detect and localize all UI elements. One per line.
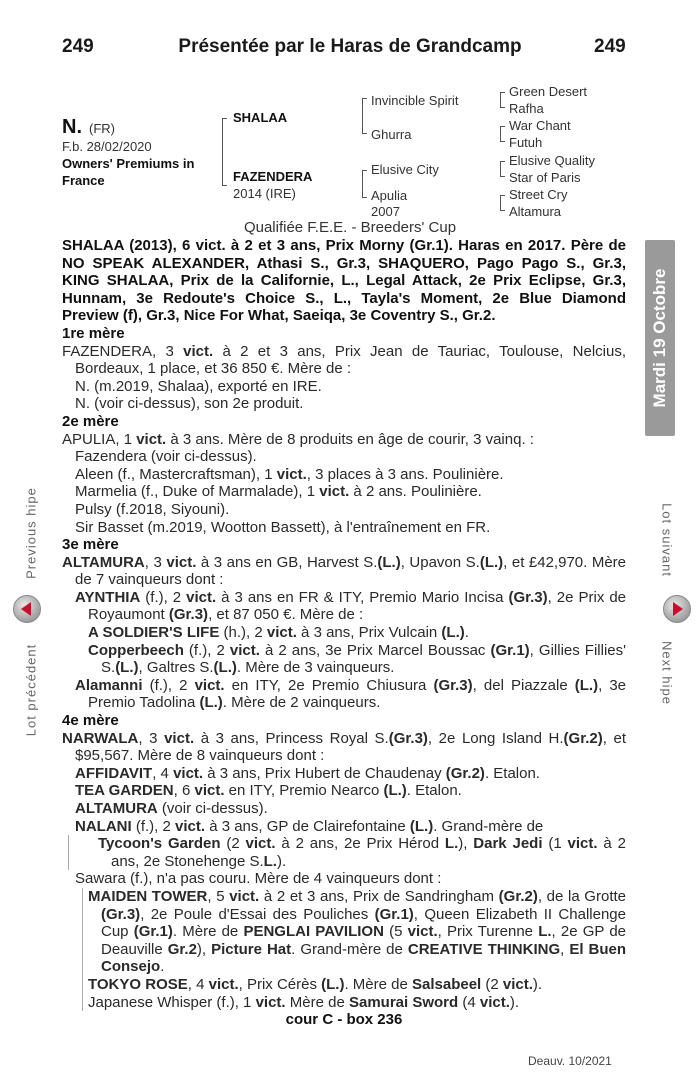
dam-info: 2014 (IRE) bbox=[233, 186, 296, 201]
pedigree-bracket bbox=[500, 195, 505, 211]
previous-arrow-icon[interactable] bbox=[13, 595, 41, 623]
page-title: Présentée par le Haras de Grandcamp bbox=[178, 36, 522, 57]
lot-number-right: 249 bbox=[594, 36, 626, 57]
horse-name: N. bbox=[62, 116, 82, 138]
offspring-line: Sir Basset (m.2019, Wootton Bassett), à l'entraînement en FR. bbox=[75, 518, 491, 536]
sire-sire: Invincible Spirit bbox=[371, 93, 459, 108]
dam-name: FAZENDERA bbox=[233, 169, 313, 184]
offspring-line: AYNTHIA (f.), 2 vict. à 3 ans en FR & ITY, Premio Mario Incisa (Gr.3), 2e Prix de Royaumont (Gr.3), et 87 050 €. Mère de : bbox=[75, 588, 627, 624]
offspring-line: AFFIDAVIT, 4 vict. à 3 ans, Prix Hubert de Chaudenay (Gr.2). Etalon. bbox=[75, 764, 540, 782]
section-third-dam: 3e mère bbox=[62, 536, 119, 554]
sire-name: SHALAA bbox=[233, 110, 288, 125]
descendants-group bbox=[68, 835, 626, 870]
offspring-line: Sawara (f.), n'a pas couru. Mère de 4 vainqueurs dont : bbox=[75, 870, 442, 888]
section-first-dam: 1re mère bbox=[62, 324, 125, 342]
offspring-line: Tycoon's Garden (2 vict. à 2 ans, 2e Prix Hérod L.), Dark Jedi (1 vict. à 2 ans, 2e Stonehenge S.L.). bbox=[98, 835, 626, 870]
offspring-line: TEA GARDEN, 6 vict. en ITY, Premio Nearco (L.). Etalon. bbox=[75, 782, 462, 800]
offspring-line: Japanese Whisper (f.), 1 vict. Mère de Samurai Sword (4 vict.). bbox=[88, 993, 520, 1011]
sire-dam: Ghurra bbox=[371, 127, 412, 142]
lot-number-left: 249 bbox=[62, 36, 94, 57]
grandparent: Street Cry bbox=[509, 187, 568, 202]
offspring-line: A SOLDIER'S LIFE (h.), 2 vict. à 3 ans, Prix Vulcain (L.). bbox=[88, 624, 469, 642]
offspring-line: Pulsy (f.2018, Siyouni). bbox=[75, 500, 230, 518]
owners-premiums-country: France bbox=[62, 173, 105, 188]
offspring-line: N. (voir ci-dessus), son 2e produit. bbox=[75, 395, 304, 413]
offspring-line: ALTAMURA (voir ci-dessus). bbox=[75, 800, 268, 817]
pedigree-bracket bbox=[362, 170, 367, 198]
dam-dam: Apulia bbox=[371, 188, 408, 203]
pedigree-bracket bbox=[500, 126, 505, 142]
offspring-line: Fazendera (voir ci-dessus). bbox=[75, 448, 257, 466]
first-dam-entry: FAZENDERA, 3 vict. à 2 et 3 ans, Prix Jean de Tauriac, Toulouse, Nelcius, Bordeaux, 1 place, et 36 850 €. Mère de : bbox=[62, 342, 626, 378]
offspring-line: Alamanni (f.), 2 vict. en ITY, 2e Premio Chiusura (Gr.3), del Piazzale (L.), 3e Premio Tadolina (L.). Mère de 2 vainqueurs. bbox=[75, 676, 626, 712]
pedigree-notes bbox=[62, 237, 626, 1029]
date-tab-label: Mardi 19 Octobre bbox=[650, 268, 669, 408]
next-lot-label[interactable]: Lot suivant bbox=[659, 503, 675, 577]
dam-dam-year: 2007 bbox=[371, 204, 400, 219]
fourth-dam-entry: NARWALA, 3 vict. à 3 ans, Princess Royal S.(Gr.3), 2e Long Island H.(Gr.2), et $95,567. Mère de 8 vainqueurs dont : bbox=[62, 729, 626, 765]
sire-paragraph: SHALAA (2013), 6 vict. à 2 et 3 ans, Prix Morny (Gr.1). Haras en 2017. Père de NO SPEAK ALEXANDER, Athasi S., Gr.3, SHAQUERO, Pago Pago S., Gr.3, KING SHALAA, Prix de la Californie, L., Legal Attack, 2e Prix Eclipse, Gr.3, Hunnam, 3e Redoute's Choice S., L., Tayla's Moment, 2e Blue Diamond Preview (f), Gr.3, Nice For What, Saeiqa, 3e Coventry S., Gr.2. bbox=[62, 237, 626, 325]
offspring-line: N. (m.2019, Shalaa), exporté en IRE. bbox=[75, 377, 322, 395]
pedigree-bracket bbox=[500, 92, 505, 108]
pedigree-bracket bbox=[362, 98, 367, 134]
next-arrow-icon[interactable] bbox=[663, 595, 691, 623]
section-second-dam: 2e mère bbox=[62, 412, 119, 430]
grandparent: Altamura bbox=[509, 204, 562, 219]
offspring-line: Aleen (f., Mastercraftsman), 1 vict., 3 places à 3 ans. Poulinière. bbox=[75, 465, 504, 483]
horse-birth: F.b. 28/02/2020 bbox=[62, 139, 152, 154]
grandparent: Star of Paris bbox=[509, 170, 581, 185]
grandparent: War Chant bbox=[509, 118, 571, 133]
previous-hipe-label[interactable]: Previous hipe bbox=[23, 487, 39, 579]
next-hipe-label[interactable]: Next hipe bbox=[659, 641, 675, 705]
grandparent: Futuh bbox=[509, 135, 543, 150]
second-dam-entry: APULIA, 1 vict. à 3 ans. Mère de 8 produits en âge de courir, 3 vainq. : bbox=[62, 430, 534, 448]
descendants-group bbox=[82, 888, 626, 1011]
stable-location: cour C - box 236 bbox=[285, 1011, 403, 1029]
horse-origin: (FR) bbox=[89, 121, 115, 136]
third-dam-entry: ALTAMURA, 3 vict. à 3 ans en GB, Harvest S.(L.), Upavon S.(L.), et £42,970. Mère de 7 vainqueurs dont : bbox=[62, 553, 627, 589]
offspring-line: TOKYO ROSE, 4 vict., Prix Cérès (L.). Mère de Salsabeel (2 vict.). bbox=[88, 975, 543, 993]
owners-premiums: Owners' Premiums in bbox=[62, 156, 195, 171]
pedigree-bracket bbox=[222, 118, 227, 186]
dam-sire: Elusive City bbox=[371, 162, 439, 177]
offspring-line: Marmelia (f., Duke of Marmalade), 1 vict. à 2 ans. Poulinière. bbox=[75, 483, 482, 501]
offspring-line: NALANI (f.), 2 vict. à 3 ans, GP de Clairefontaine (L.). Grand-mère de bbox=[75, 817, 544, 835]
offspring-line: MAIDEN TOWER, 5 vict. à 2 et 3 ans, Prix de Sandringham (Gr.2), de la Grotte (Gr.3), 2e Poule d'Essai des Pouliches (Gr.1), Queen Elizabeth II Challenge Cup (Gr.1). Mère de PENGLAI PAVILION (5 vict., Prix Turenne L., 2e GP de Deauville Gr.2), Picture Hat. Grand-mère de CREATIVE THINKING, El Buen Consejo. bbox=[88, 887, 627, 976]
grandparent: Green Desert bbox=[509, 84, 588, 99]
grandparent: Elusive Quality bbox=[509, 153, 595, 168]
section-fourth-dam: 4e mère bbox=[62, 712, 119, 730]
catalogue-reference: Deauv. 10/2021 bbox=[528, 1054, 612, 1068]
offspring-line: Copperbeech (f.), 2 vict. à 2 ans, 3e Prix Marcel Boussac (Gr.1), Gillies Fillies' S.(L.), Galtres S.(L.). Mère de 3 vainqueurs. bbox=[88, 641, 626, 677]
previous-lot-label[interactable]: Lot précédent bbox=[23, 643, 39, 737]
grandparent: Rafha bbox=[509, 101, 544, 116]
qualification: Qualifiée F.E.E. - Breeders' Cup bbox=[243, 219, 457, 236]
date-tab bbox=[645, 240, 675, 436]
pedigree-bracket bbox=[500, 161, 505, 177]
